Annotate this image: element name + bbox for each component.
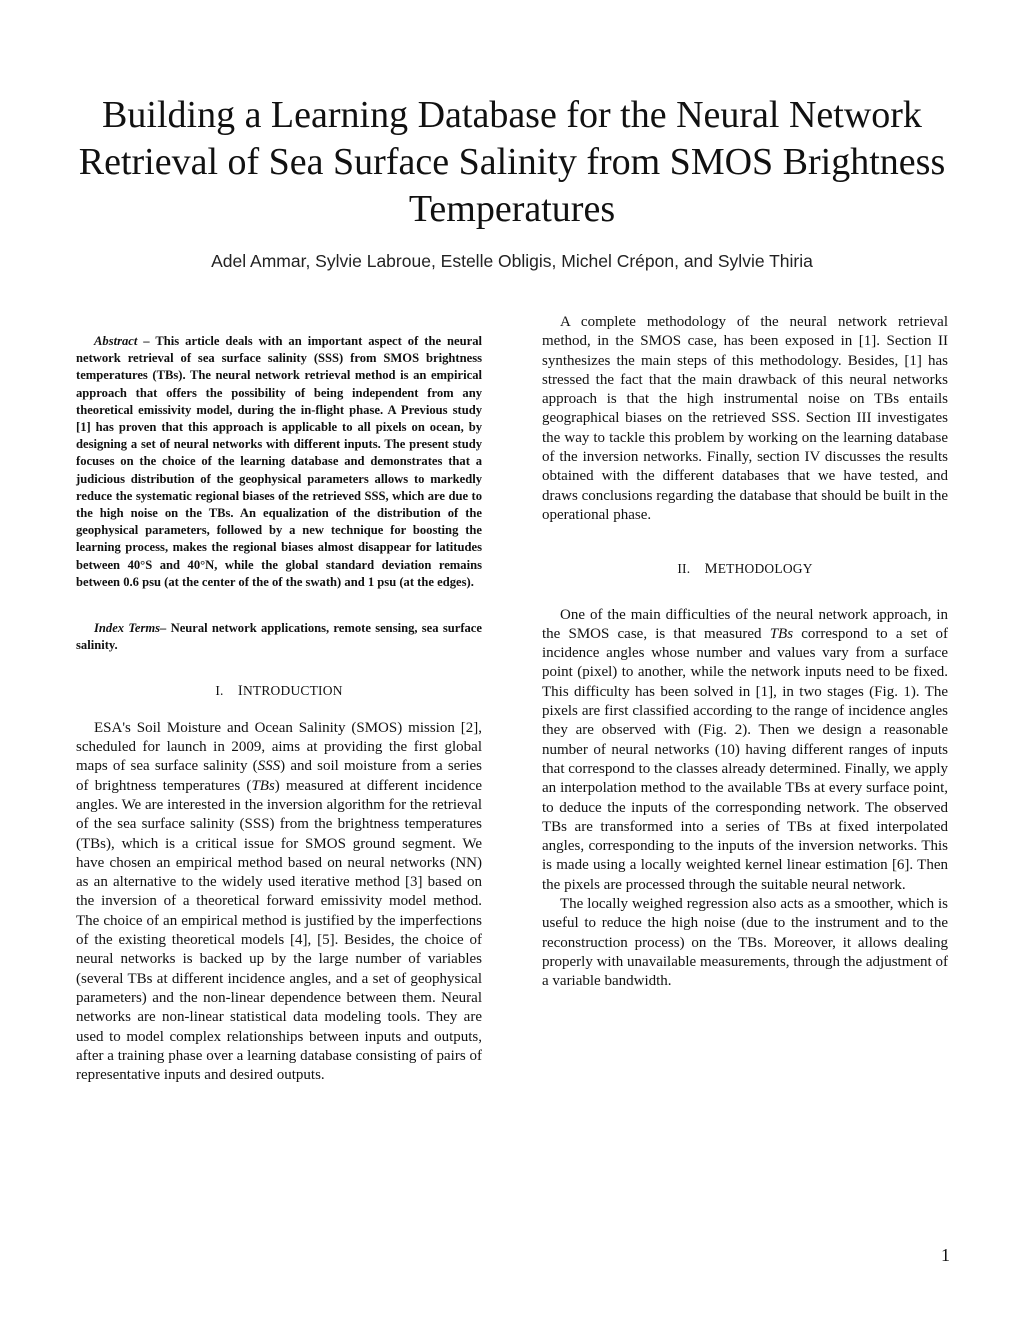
index-terms-label: Index Terms– [94, 621, 167, 636]
introduction-paragraph-continued: A complete methodology of the neural network retrieval method, in the SMOS case, has been exposed in [1]. Section II synthesizes the main steps of this methodology. Besides, [1] has stressed the fact that the main drawback of this neural networks approach is that the high instrumental noise on TBs entails geographical biases on the retrieved SSS. Section III investigates the way to tackle this problem by working on the learning database of the inversion networks. Finally, section IV discusses the results obtained with the different databases that we have tested, and draws conclusions regarding the database that should be built in the operational phase. [542, 314, 948, 523]
methodology-paragraph: One of the main difficulties of the neural network approach, in the SMOS case, is that measured TBs correspond to a set of incidence angles whose number and values vary from a surface point (pixel) to another, while the network inputs need to be fixed. This difficulty has been solved in [1], in two stages (Fig. 1). The pixels are first classified according to the range of incidence angles they are observed with (Fig. 2). Then we design a reasonable number of neural networks (10) having different ranges of inputs that correspond to the classes already determined. Finally, we apply an interpolation method to the available TBs at every surface point, to deduce the inputs of the corresponding network. The observed TBs are transformed into a series of TBs at fixed interpolated angles, corresponding to the inputs of the inversion networks. This is made using a locally weighted kernel linear estimation [6]. Then the pixels are processed through the suitable neural network. [542, 606, 948, 893]
introduction-paragraph: ESA's Soil Moisture and Ocean Salinity (SMOS) mission [2], scheduled for launch in 2009, aims at providing the first global maps of sea surface salinity (SSS) and soil moisture from a series of brightness temperatures (TBs) measured at different incidence angles. We are interested in the inversion algorithm for the retrieval of the sea surface salinity (SSS) from the brightness temperatures (TBs), which is a critical issue for SMOS ground segment. We have chosen an empirical method based on neural networks (NN) as an alternative to the widely used iterative method [3] based on the inversion of a theoretical forward emissivity model method. The choice of an empirical method is justified by the imperfections of the existing theoretical models [4], [5]. Besides, the choice of neural networks is backed up by the large number of variables (several TBs at different incidence angles, and a set of geophysical parameters) and the non-linear dependence between them. Neural networks are non-linear statistical data modeling tools. They are used to model complex relationships between inputs and outputs, after a training phase over a learning database consisting of pairs of representative inputs and desired outputs. [76, 719, 482, 1084]
left-column [76, 333, 482, 1085]
paper-title: Building a Learning Database for the Neural Network Retrieval of Sea Surface Salinity from SMOS Brightness Temperatures [78, 94, 946, 230]
page-number: 1 [941, 1245, 950, 1265]
abstract-label: Abstract – [94, 334, 150, 348]
right-column [542, 313, 948, 992]
abstract [76, 333, 482, 591]
index-terms [76, 620, 482, 654]
methodology-paragraph-2: The locally weighed regression also acts as a smoother, which is useful to reduce the high noise (due to the instrument and to the reconstruction process) on the TBs. Moreover, it allows dealing properly with unavailable measurements, through the adjustment of a variable bandwidth. [542, 896, 948, 990]
section-heading-introduction: I. INTRODUCTION [215, 683, 343, 700]
index-terms-text: Neural network applications, remote sensing, sea surface salinity. [76, 621, 482, 653]
abstract-text: This article deals with an important aspect of the neural network retrieval of sea surface salinity (SSS) from SMOS brightness temperatures (TBs). The neural network retrieval method is an empirical approach that offers the possibility of being independent from any theoretical emissivity model, during the in-flight phase. A Previous study [1] has proven that this approach is applicable to all pixels on ocean, by designing a set of neural networks with different inputs. The present study focuses on the choice of the learning database and demonstrates that a judicious distribution of the geophysical parameters allows to markedly reduce the systematic regional biases of the retrieved SSS, which are due to the high noise on the TBs. An equalization of the distribution of the geophysical parameters, followed by a new technique for boosting the learning process, makes the regional biases almost disappear for latitudes between 40°S and 40°N, while the global standard deviation remains between 0.6 psu (at the center of the of the swath) and 1 psu (at the edges). [76, 334, 482, 589]
section-heading-methodology: II. METHODOLOGY [677, 561, 813, 578]
author-list: Adel Ammar, Sylvie Labroue, Estelle Obligis, Michel Crépon, and Sylvie Thiria [211, 251, 813, 271]
